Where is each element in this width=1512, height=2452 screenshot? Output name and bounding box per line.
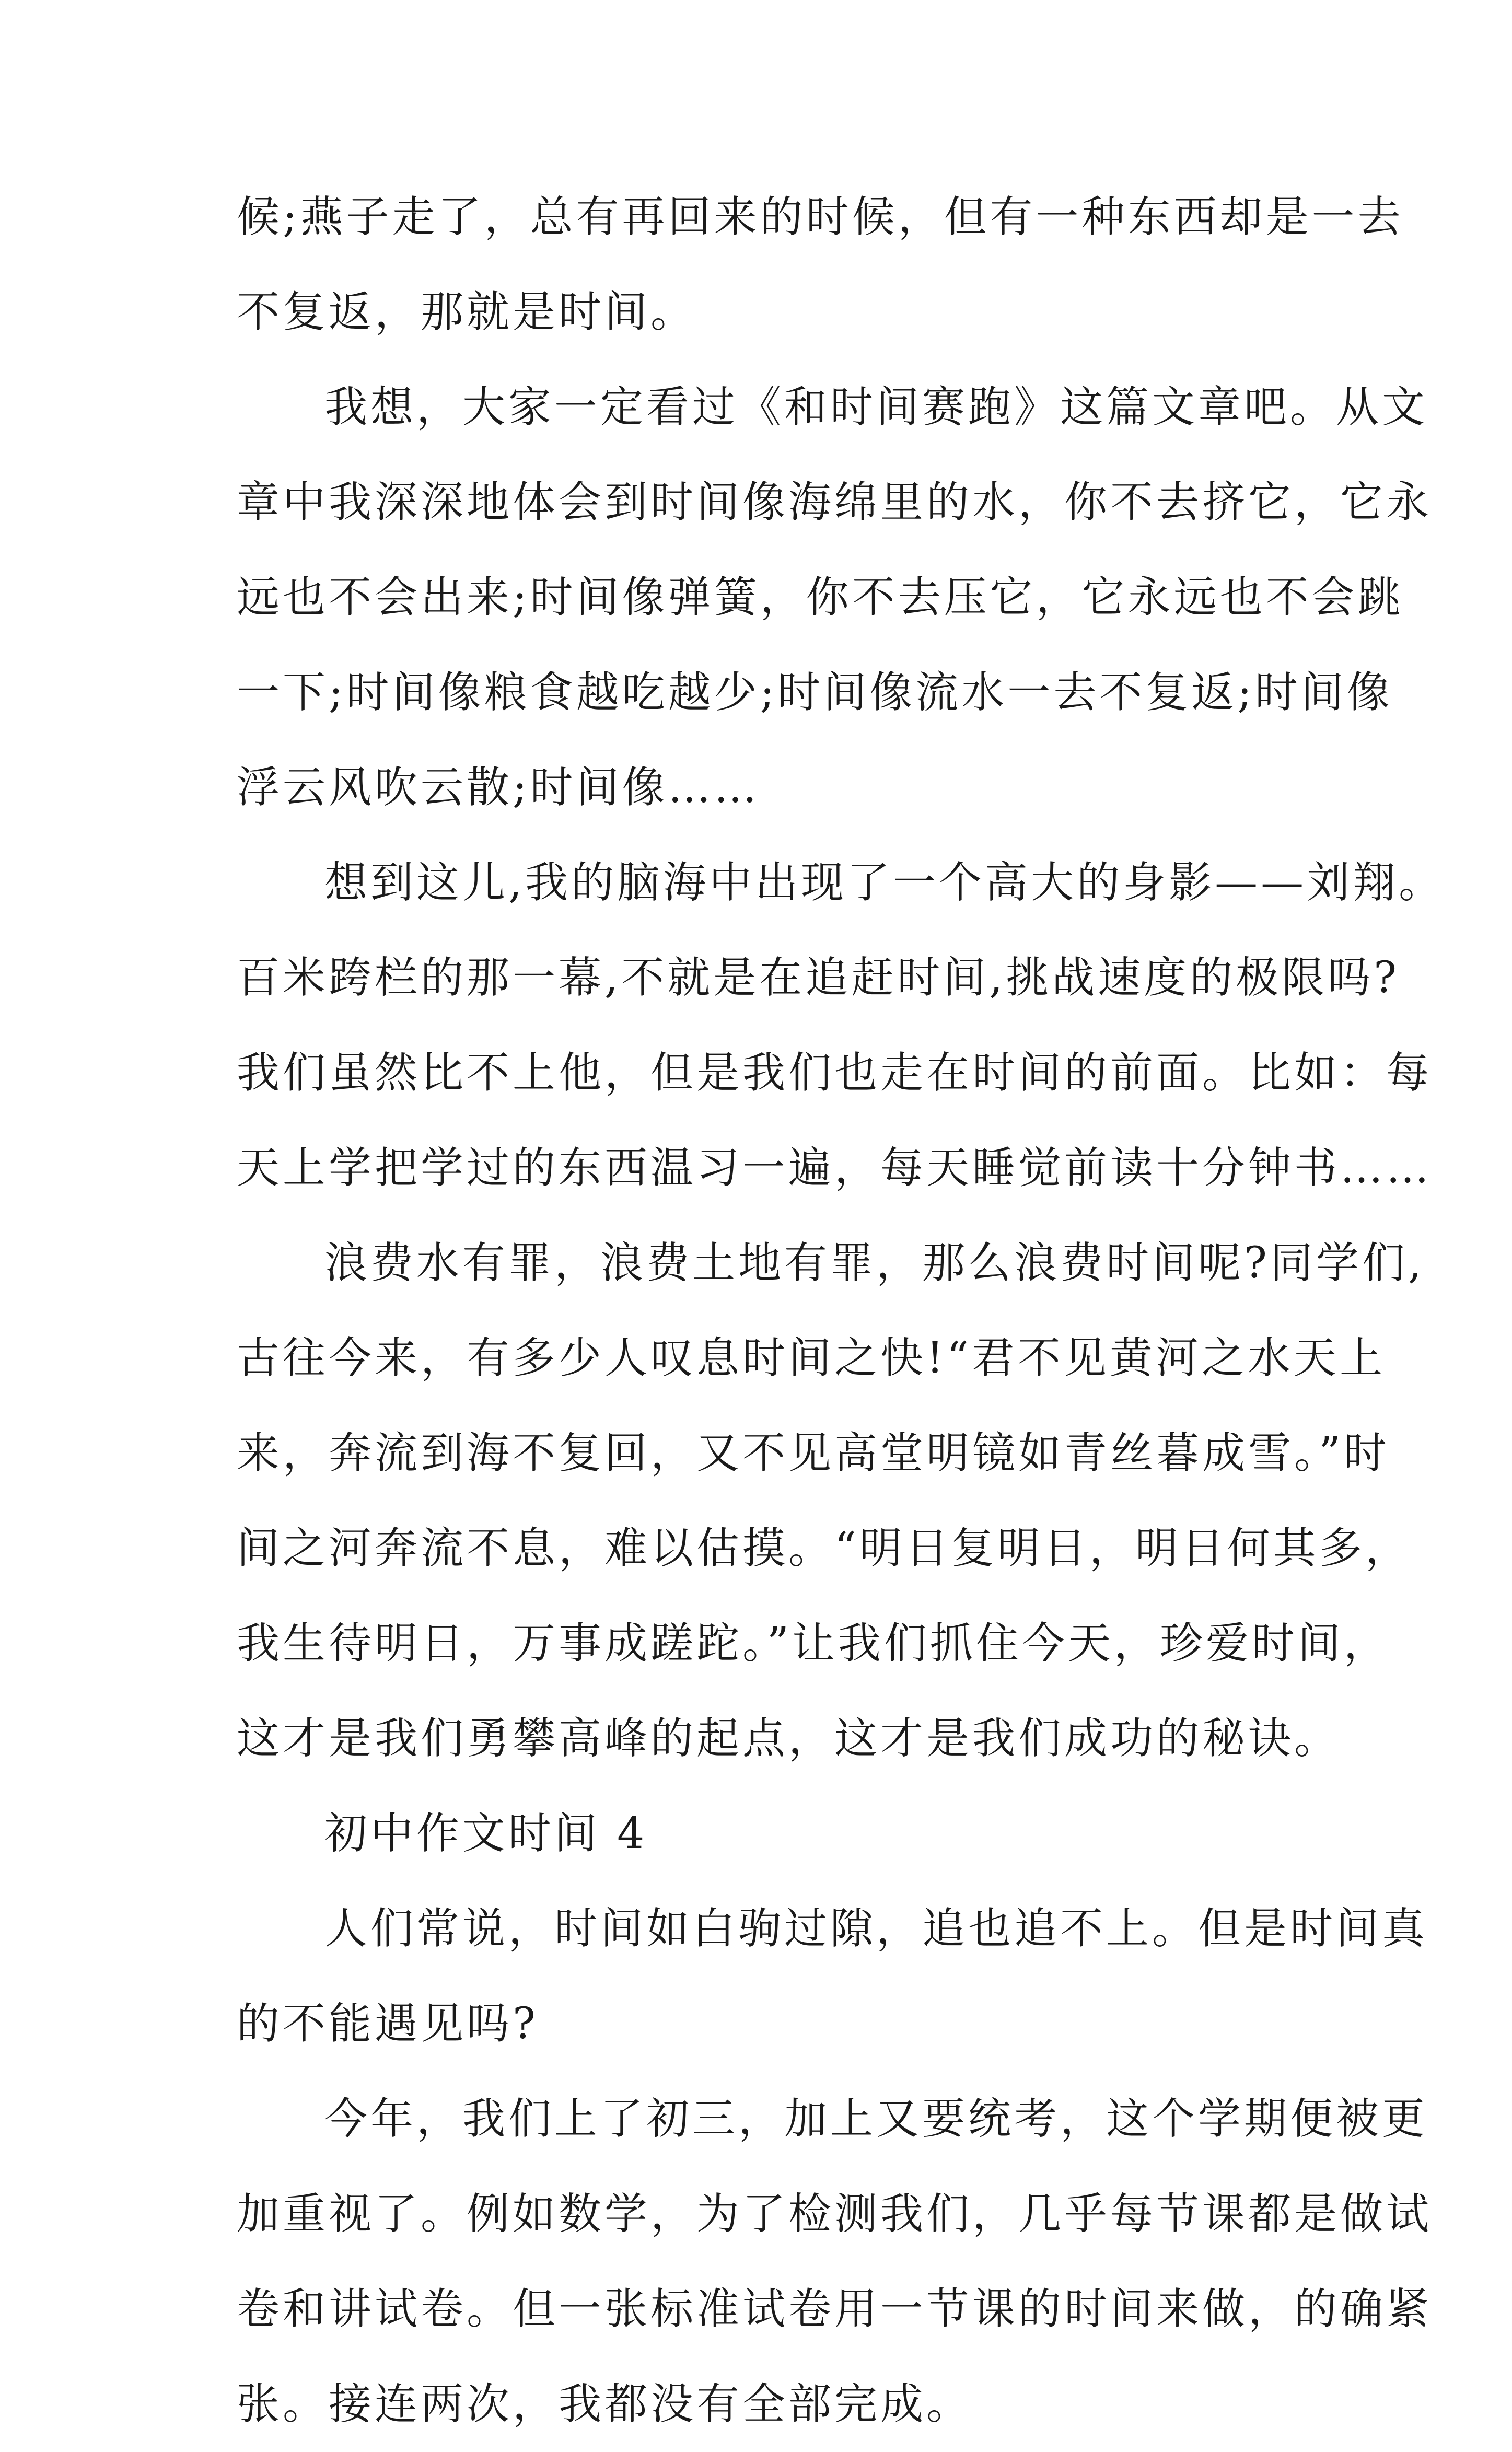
text-line-23: 卷和讲试卷。但一张标准试卷用一节课的时间来做，的确紧 <box>237 2284 1433 2334</box>
text-line-8: 想到这儿,我的脑海中出现了一个高大的身影——刘翔。 <box>324 858 1445 908</box>
text-line-13: 古往今来，有多少人叹息时间之快!“君不见黄河之水天上 <box>237 1333 1386 1383</box>
text-line-4: 章中我深深地体会到时间像海绵里的水，你不去挤它，它永 <box>237 478 1433 527</box>
text-line-5: 远也不会出来;时间像弹簧，你不去压它，它永远也不会跳 <box>237 573 1404 622</box>
essay-text <box>237 170 1445 2452</box>
text-line-7: 浮云风吹云散;时间像…… <box>237 763 760 812</box>
text-line-21: 今年，我们上了初三，加上又要统考，这个学期便被更 <box>324 2094 1428 2144</box>
text-line-24: 张。接连两次，我都没有全部完成。 <box>237 2379 973 2429</box>
text-line-22: 加重视了。例如数学，为了检测我们，几乎每节课都是做试 <box>237 2189 1433 2239</box>
text-line-16: 我生待明日，万事成蹉跎。”让我们抓住今天，珍爱时间， <box>237 1619 1390 1668</box>
text-line-6: 一下;时间像粮食越吃越少;时间像流水一去不复返;时间像 <box>237 668 1393 717</box>
text-line-17: 这才是我们勇攀高峰的起点，这才是我们成功的秘诀。 <box>237 1714 1341 1763</box>
text-line-9: 百米跨栏的那一幕,不就是在追赶时间,挑战速度的极限吗? <box>237 953 1400 1003</box>
section-heading: 初中作文时间 4 <box>324 1809 648 1858</box>
text-line-12: 浪费水有罪，浪费土地有罪，那么浪费时间呢?同学们, <box>324 1238 1425 1288</box>
text-line-1: 候;燕子走了，总有再回来的时候，但有一种东西却是一去 <box>237 192 1404 242</box>
text-line-10: 我们虽然比不上他，但是我们也走在时间的前面。比如：每 <box>237 1048 1433 1098</box>
text-line-11: 天上学把学过的东西温习一遍，每天睡觉前读十分钟书…… <box>237 1143 1433 1193</box>
text-line-2: 不复返，那就是时间。 <box>237 287 697 337</box>
text-line-20: 的不能遇见吗? <box>237 1999 539 2049</box>
text-line-15: 间之河奔流不息，难以估摸。“明日复明日，明日何其多， <box>237 1524 1411 1573</box>
text-line-19: 人们常说，时间如白驹过隙，追也追不上。但是时间真 <box>324 1904 1428 1954</box>
text-line-14: 来，奔流到海不复回，又不见高堂明镜如青丝暮成雪。”时 <box>237 1428 1390 1478</box>
text-line-3: 我想，大家一定看过《和时间赛跑》这篇文章吧。从文 <box>324 382 1428 432</box>
